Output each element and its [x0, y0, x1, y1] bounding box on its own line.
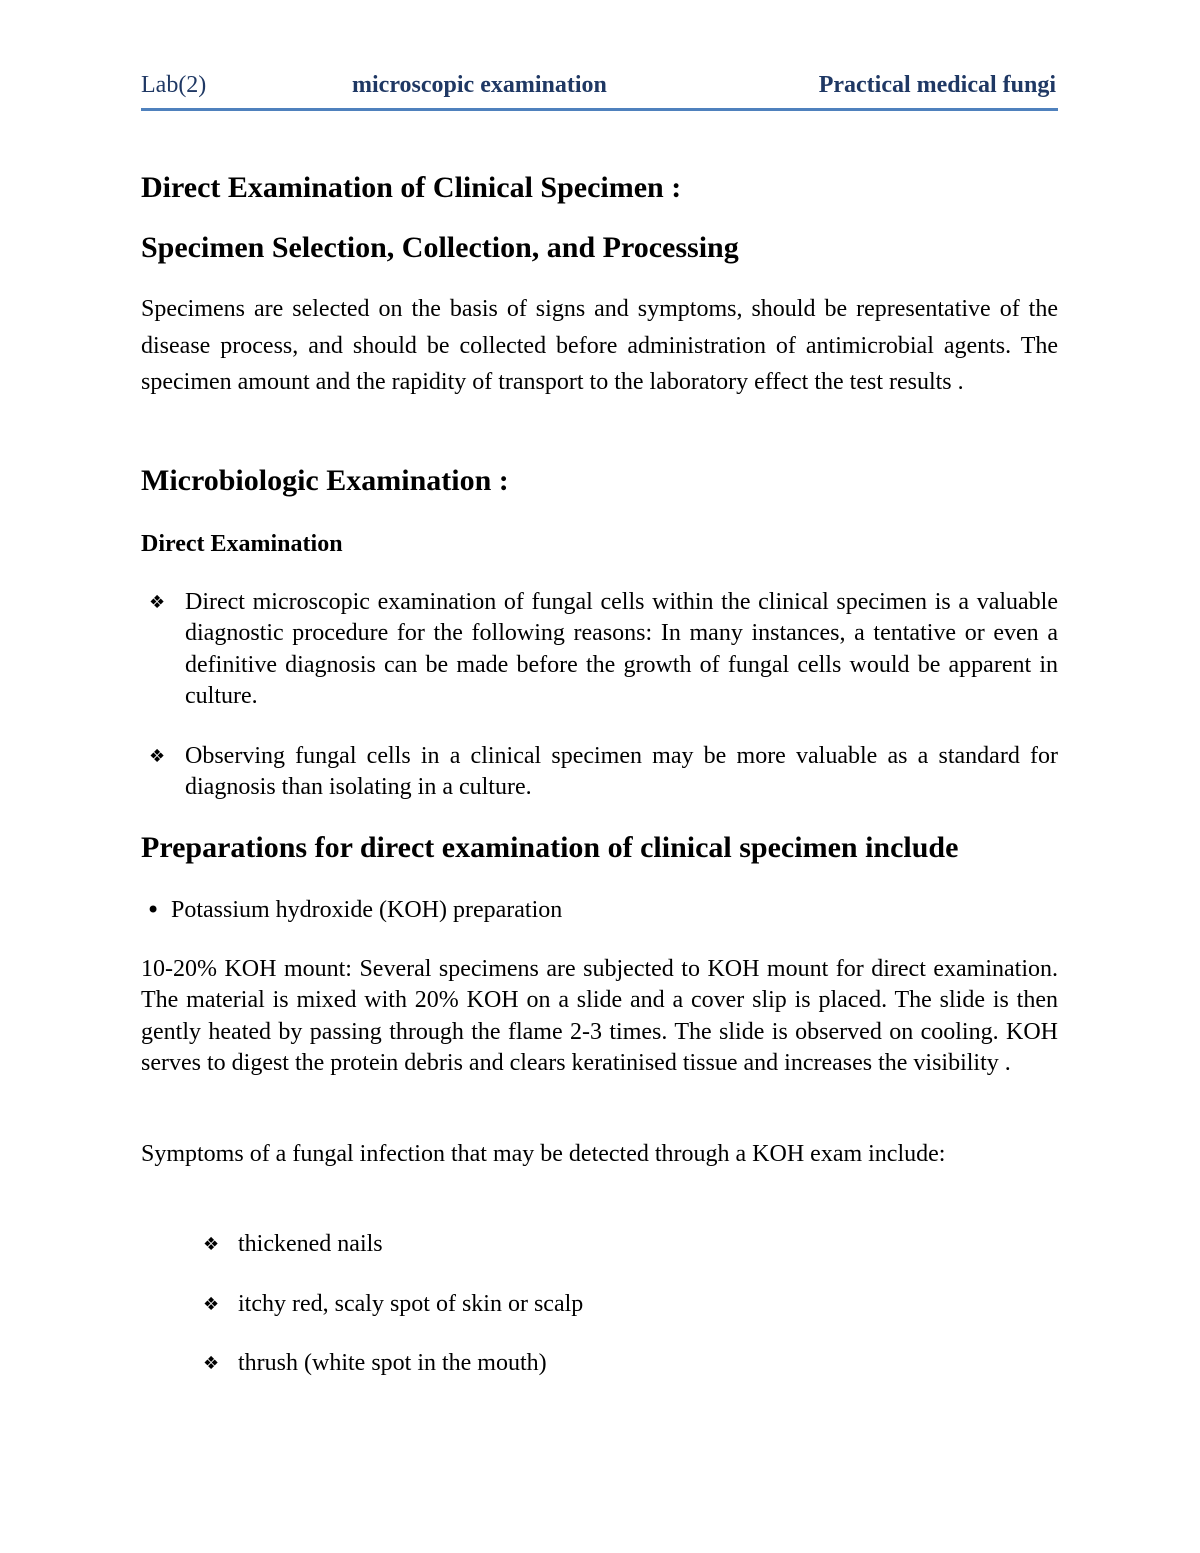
diamond-bullet-icon: ❖	[203, 1353, 220, 1374]
list-item-text: thrush (white spot in the mouth)	[238, 1350, 547, 1376]
list-item-text: Observing fungal cells in a clinical specimen may be more valuable as a standard for diagnosis than isolating in a culture.	[185, 743, 1058, 801]
section-title: Direct Examination of Clinical Specimen :	[141, 171, 682, 204]
list-item-text: Direct microscopic examination of fungal cells within the clinical specimen is a valuable diagnostic procedure for the following reasons: In many instances, a tentative or even a definitive diagnosis can be made before the growth of fungal cells would be apparent in culture.	[185, 589, 1058, 709]
list-item-text: thickened nails	[238, 1231, 383, 1257]
diamond-bullet-icon: ❖	[149, 592, 166, 613]
section-subtitle: Specimen Selection, Collection, and Processing	[141, 231, 739, 264]
dot-bullet-icon: •	[146, 896, 161, 924]
preparations-heading: Preparations for direct examination of clinical specimen include	[141, 831, 959, 864]
microbiologic-heading: Microbiologic Examination :	[141, 464, 509, 497]
diamond-bullet-icon: ❖	[149, 746, 166, 767]
list-item-text: Potassium hydroxide (KOH) preparation	[171, 897, 563, 923]
header-divider	[141, 108, 1058, 111]
koh-paragraph: 10-20% KOH mount: Several specimens are subjected to KOH mount for direct examination. The material is mixed with 20% KOH on a slide and a cover slip is placed. The slide is then gently heated by passing through the flame 2-3 times. The slide is observed on cooling. KOH serves to digest the protein debris and clears keratinised tissue and increases the visibility .	[141, 956, 1058, 1076]
symptoms-paragraph: Symptoms of a fungal infection that may be detected through a KOH exam include:	[141, 1141, 946, 1167]
direct-examination-heading: Direct Examination	[141, 531, 343, 557]
list-item-text: itchy red, scaly spot of skin or scalp	[238, 1291, 584, 1317]
header-topic: microscopic examination	[352, 72, 607, 98]
header-lab-number: Lab(2)	[141, 72, 207, 98]
intro-paragraph: Specimens are selected on the basis of signs and symptoms, should be representative of the disease process, and should be collected before administration of antimicrobial agents. The specimen amount and the rapidity of transport to the laboratory effect the test results .	[141, 296, 1058, 395]
diamond-bullet-icon: ❖	[203, 1234, 220, 1255]
diamond-bullet-icon: ❖	[203, 1294, 220, 1315]
header-course: Practical medical fungi	[818, 72, 1056, 98]
page-header	[141, 72, 1058, 104]
